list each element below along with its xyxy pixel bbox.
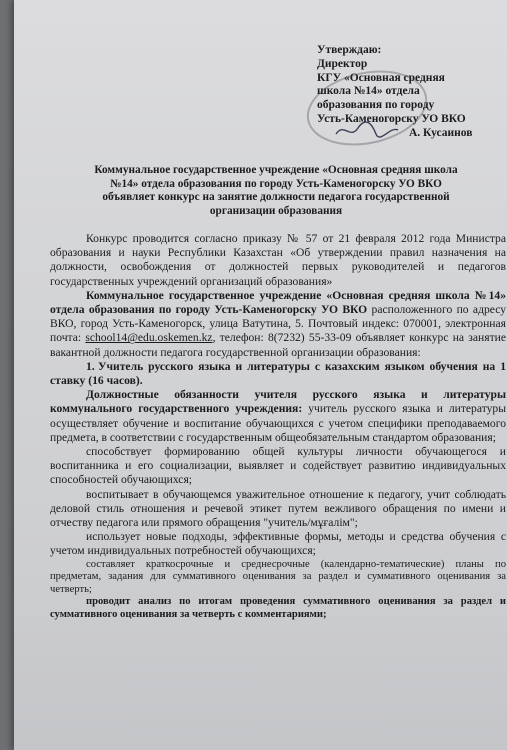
paragraph-duty: воспитывает в обучающемся уважительное отношение к педагогу, учит соблюдать деловой стиль отношения и речевой этикет путем вежливого обращения по имени и отчеству педагога или прямого обращения "учитель/мұғалім"; xyxy=(50,487,506,530)
vacancy-item xyxy=(50,360,506,388)
vacancy-number: 1. xyxy=(86,359,95,373)
approval-signer: А. Кусаинов xyxy=(409,126,473,139)
paragraph-duty: проводит анализ по итогам проведения суммативного оценивания за раздел и суммативного оценивания за четверть с комментариями; xyxy=(50,596,506,621)
title-line: организации образования xyxy=(209,204,343,217)
title-line: Коммунальное государственное учреждение «Основная средняя школа xyxy=(94,164,458,176)
document-body xyxy=(50,232,506,622)
paragraph-announcement xyxy=(50,289,506,360)
document-page xyxy=(14,0,507,750)
org-name: Коммунальное государственное учреждение «Основная средняя школа №14» отдела образования по городу Усть-Каменогорску УО ВКО xyxy=(50,288,506,317)
approval-org-line: образования по городу xyxy=(317,99,435,112)
paragraph-duty: составляет краткосрочные и среднесрочные (календарно-тематические) планы по предметам, задания для суммативного оценивания за раздел и суммативного оценивания за четверть; xyxy=(50,558,506,595)
duties-heading: Должностные обязанности учителя русского языка и литературы коммунального государственного учреждения: xyxy=(50,388,506,416)
signature-mark xyxy=(332,118,402,142)
approval-position: Директор xyxy=(317,57,368,70)
approval-heading: Утверждаю: xyxy=(317,44,382,56)
approval-org-line: школа №14» отдела xyxy=(317,85,420,98)
paragraph-duty: использует новые подходы, эффективные формы, методы и средства обучения с учетом индивидуальных потребностей обучающихся; xyxy=(50,530,506,558)
title-line: №14» отдела образования по городу Усть-Каменогорску УО ВКО xyxy=(110,177,442,190)
document-title xyxy=(66,164,486,218)
duties-text: учитель русского языка и литературы осуществляет обучение и воспитание обучающихся с учетом специфики преподаваемого предмета, в соответствии с государственным общеобязательным стандартом образования; xyxy=(50,402,506,444)
address-text: расположенного по адресу ВКО, город Усть-Каменогорск, улица Ватутина, 5. Почтовый индекс: 070001, электронная почта: xyxy=(50,303,506,345)
phone-text: , телефон: 8(7232) 55-33-09 объявляет конкурс на занятие вакантной должности педагога государственной организации образования: xyxy=(50,331,506,359)
approval-org-line: Усть-Каменогорску УО ВКО xyxy=(317,112,466,125)
paragraph-duty: способствует формированию общей культуры личности обучающегося и воспитанника и его социализации, выявляет и содействует развитию индивидуальных способностей обучающихся; xyxy=(50,445,506,487)
title-line: объявляет конкурс на занятие должности педагога государственной xyxy=(102,191,450,204)
paragraph-order: Конкурс проводится согласно приказу № 57 от 21 февраля 2012 года Министра образования и науки Республики Казахстан «Об утверждении правил назначения на должности, освобождения от должностей первых руководителей и педагогов государственных учреждений организаций образования» xyxy=(50,232,506,288)
email-link[interactable]: school14@edu.oskemen.kz xyxy=(85,331,213,345)
vacancy-text: Учитель русского языка и литературы с казахским языком обучения на 1 ставку (16 часов). xyxy=(50,359,506,388)
approval-org-line: КГУ «Основная средняя xyxy=(317,71,445,84)
paragraph-duties xyxy=(50,388,506,445)
